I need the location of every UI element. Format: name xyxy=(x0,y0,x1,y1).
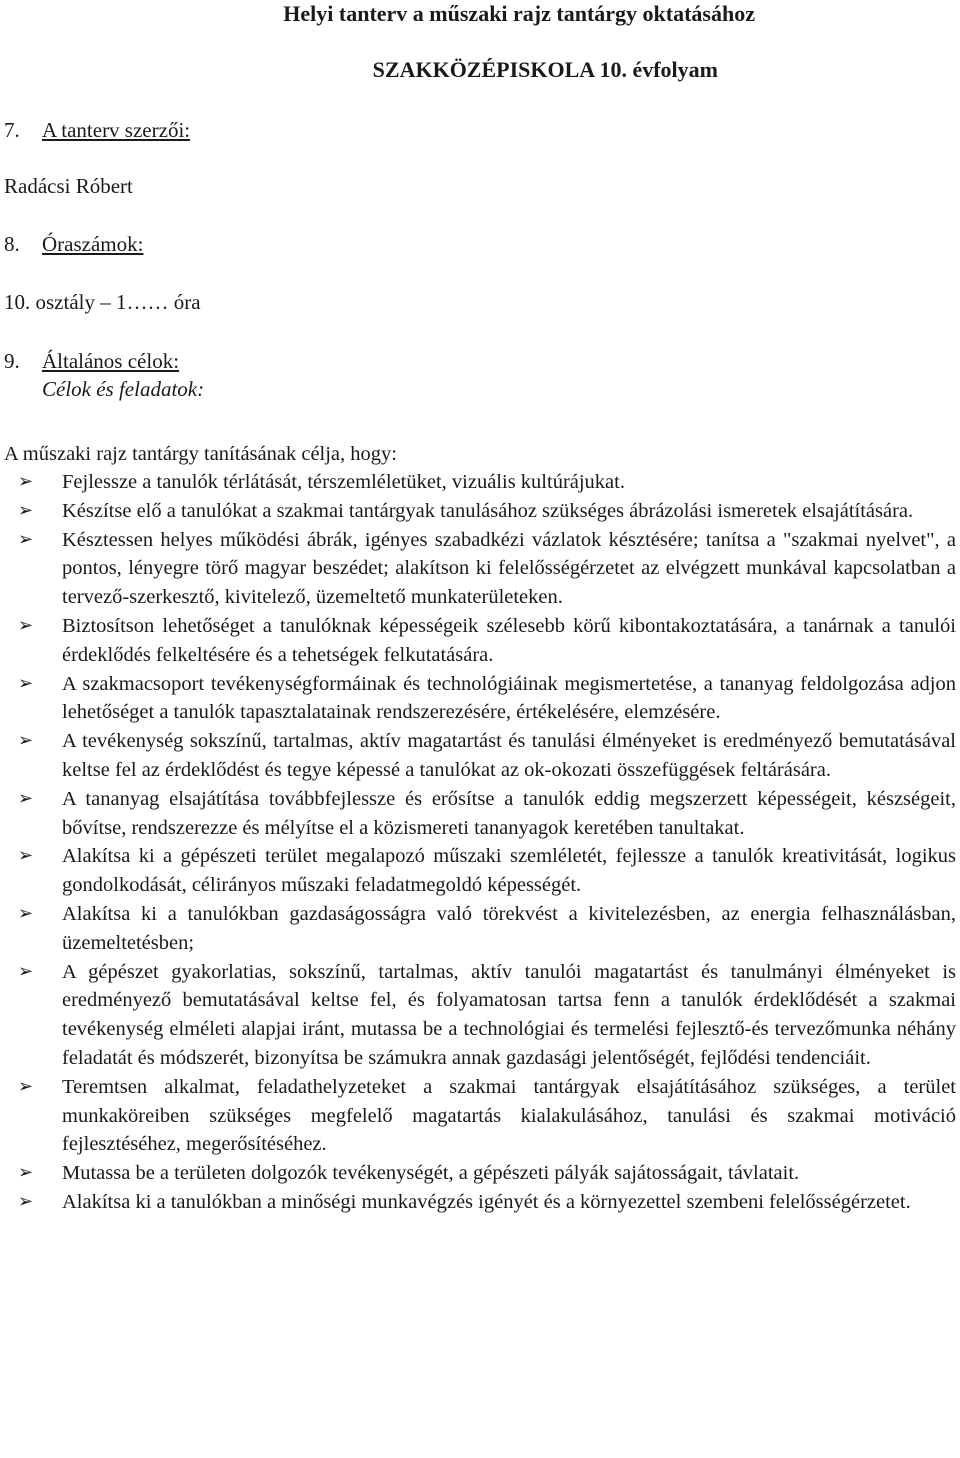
goal-text: Mutassa be a területen dolgozók tevékenységét, a gépészeti pályák sajátosságait, távlatait. xyxy=(62,1162,800,1185)
goal-text: Alakítsa ki a tanulókban a minőségi munkavégzés igényét és a környezettel szembeni felelősségérzetet. xyxy=(62,1190,911,1213)
goal-text: Késztessen helyes működési ábrák, igényes szabadkézi vázlatok késztésére; tanítsa a "szakmai nyelvet", a pontos, lényegre törő magyar beszédet; alakítson ki felelősségérzetet az elvégzett munkával kapcsolatban a tervező-szerkesztő, kivitelező, üzemeltető munkaterületeken. xyxy=(62,528,956,609)
document-subtitle: SZAKKÖZÉPISKOLA 10. évfolyam xyxy=(372,57,718,82)
goal-list-item xyxy=(0,785,956,843)
document-title: Helyi tanterv a műszaki rajz tantárgy oktatásához xyxy=(283,1,755,26)
goal-text: Biztosítson lehetőséget a tanulóknak képességeik szélesebb körű kibontakoztatására, a tanárnak a tanulói érdeklődés felkeltésére és a tehetségek felkutatására. xyxy=(62,614,956,666)
section-number: 9. xyxy=(4,349,20,373)
goals-intro: A műszaki rajz tantárgy tanításának célja, hogy: xyxy=(4,443,397,465)
goal-list-item xyxy=(0,900,956,958)
goal-text: A szakmacsoport tevékenységformáinak és technológiáinak megismertetése, a tananyag feldolgozása adjon lehetőséget a tanulók tapasztalatainak rendszerezésére, értékelésére, elemzésére. xyxy=(62,672,956,724)
arrow-bullet-icon: ➢ xyxy=(18,787,34,809)
goal-text: Fejlessze a tanulók térlátását, térszemléletüket, vizuális kultúrájukat. xyxy=(62,471,625,493)
goal-list-item xyxy=(0,526,956,612)
arrow-bullet-icon: ➢ xyxy=(18,1162,34,1184)
section-goals-heading xyxy=(4,347,179,375)
goal-list-item xyxy=(0,497,956,526)
arrow-bullet-icon: ➢ xyxy=(18,845,34,867)
section-hours-heading xyxy=(4,230,143,258)
section-heading: A tanterv szerzői: xyxy=(42,118,191,142)
goal-list-item xyxy=(0,1188,956,1217)
arrow-bullet-icon: ➢ xyxy=(18,471,34,492)
authors-value: Radácsi Róbert xyxy=(4,174,133,198)
arrow-bullet-icon: ➢ xyxy=(18,1190,34,1212)
goal-list-item xyxy=(0,958,956,1073)
goal-list-item xyxy=(0,468,956,497)
goal-list-item xyxy=(0,1073,956,1159)
arrow-bullet-icon: ➢ xyxy=(18,672,34,694)
arrow-bullet-icon: ➢ xyxy=(18,902,34,924)
section-number: 8. xyxy=(4,232,20,256)
goals-list xyxy=(0,468,956,1217)
goal-text: Teremtsen alkalmat, feladathelyzeteket a szakmai tantárgyak elsajátításához szükséges, a terület munkaköreiben szükséges megfelelő magatartás kialakulásához, tanulási és szakmai motiváció fejlesztéséhez, megerősítéséhez. xyxy=(62,1075,956,1156)
arrow-bullet-icon: ➢ xyxy=(18,499,34,521)
arrow-bullet-icon: ➢ xyxy=(18,614,34,636)
goal-text: Alakítsa ki a gépészeti terület megalapozó műszaki szemléletét, fejlessze a tanulók kreativitását, logikus gondolkodását, célirányos műszaki feladatmegoldó képességét. xyxy=(62,845,956,897)
goal-text: Alakítsa ki a tanulókban gazdaságosságra való törekvést a kivitelezésben, az energia felhasználásban, üzemeltetésben; xyxy=(62,902,956,954)
goal-list-item xyxy=(0,612,956,670)
section-goals-subheading: Célok és feladatok: xyxy=(42,377,205,401)
goal-text: Készítse elő a tanulókat a szakmai tantárgyak tanulásához szükséges ábrázolási ismeretek elsajátítására. xyxy=(62,499,914,522)
arrow-bullet-icon: ➢ xyxy=(18,1075,34,1097)
section-number: 7. xyxy=(4,118,20,142)
arrow-bullet-icon: ➢ xyxy=(18,960,34,982)
goal-list-item xyxy=(0,1159,956,1188)
section-heading: Óraszámok: xyxy=(42,232,144,256)
arrow-bullet-icon: ➢ xyxy=(18,730,34,752)
hours-value: 10. osztály – 1…… óra xyxy=(4,290,201,314)
section-heading: Általános célok: xyxy=(42,349,180,373)
goal-list-item xyxy=(0,842,956,900)
goal-text: A tananyag elsajátítása továbbfejlessze és erősítse a tanulók eddig megszerzett képességeit, készségeit, bővítse, rendszerezze és mélyítse el a közismereti tananyagok keretében tanultakat. xyxy=(62,787,956,839)
goal-list-item xyxy=(0,670,956,728)
goal-list-item xyxy=(0,727,956,785)
section-authors-heading xyxy=(4,116,190,144)
goal-text: A gépészet gyakorlatias, sokszínű, tartalmas, aktív tanulói magatartást és tanulmányi élményeket is eredményező bemutatásával keltse fel, és folyamatosan tartsa fenn a tanulók érdeklődését a szakmai tevékenység elméleti alapjai iránt, mutassa be a technológiai és termelési fejlesztő-és tervezőmunka néhány feladatát és módszerét, bizonyítsa be számukra annak gazdasági jelentőségét, fejlődési tendenciáit. xyxy=(62,960,956,1069)
goal-text: A tevékenység sokszínű, tartalmas, aktív magatartást és tanulási élményeket is eredményező bemutatásával keltse fel az érdeklődést és tegye képessé a tanulókat az ok-okozati összefüggések feltárására. xyxy=(62,730,956,781)
arrow-bullet-icon: ➢ xyxy=(18,528,34,550)
